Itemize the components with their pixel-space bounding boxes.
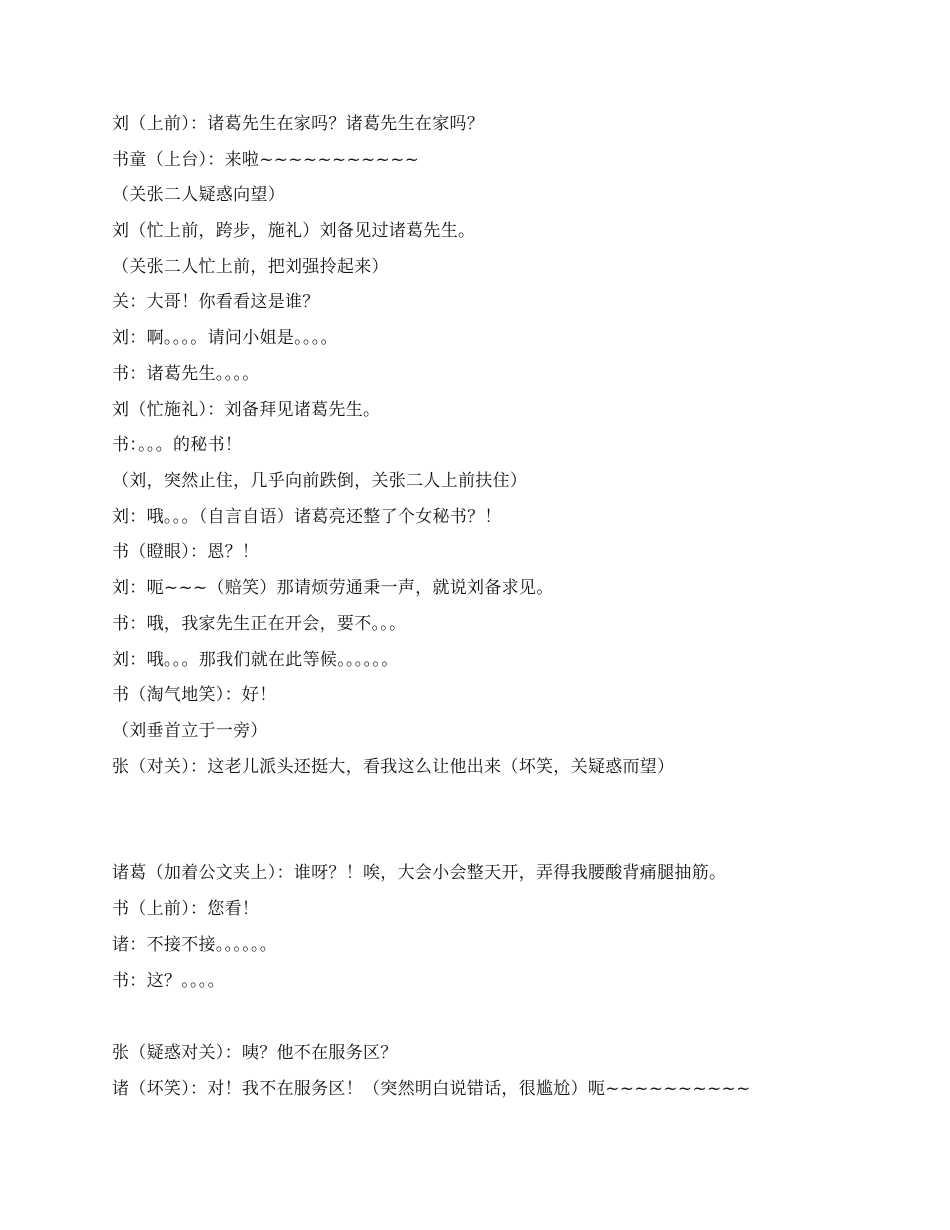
script-line: 书：这？。。。。 <box>112 971 225 991</box>
stage-direction: （关张二人忙上前，把刘强拎起来） <box>112 257 389 277</box>
script-line: 关：大哥！你看看这是谁？ <box>112 292 320 312</box>
script-line: 书（上前）：您看！ <box>112 899 260 919</box>
script-line: 刘：哦。。。那我们就在此等候。。。。。。 <box>112 650 399 670</box>
stage-direction: （刘垂首立于一旁） <box>112 721 268 741</box>
script-line: 诸：不接不接。。。。。。 <box>112 935 278 955</box>
script-line: 书：。。。的秘书！ <box>112 435 243 455</box>
script-line: 刘（上前）：诸葛先生在家吗？诸葛先生在家吗？ <box>112 114 485 134</box>
script-line: 刘：啊。。。。请问小姐是。。。。 <box>112 328 338 348</box>
script-line: 刘：哦。。。（自言自语）诸葛亮还整了个女秘书？！ <box>112 507 502 527</box>
script-line: 诸（坏笑）：对！我不在服务区！（突然明白说错话，很尴尬）呃~~~~~~~~~~ <box>112 1079 751 1099</box>
script-line: 书童（上台）：来啦~~~~~~~~~~~ <box>112 150 420 170</box>
script-line: 诸葛（加着公文夹上）：谁呀？！唉，大会小会整天开，弄得我腰酸背痛腿抽筋。 <box>112 863 727 883</box>
stage-direction: （刘，突然止住，几乎向前跌倒，关张二人上前扶住） <box>112 471 528 491</box>
script-line: 书：哦，我家先生正在开会，要不。。。 <box>112 614 407 634</box>
script-line: 书（淘气地笑）：好！ <box>112 685 277 705</box>
script-line: 刘：呃~~~（赔笑）那请烦劳通秉一声，就说刘备求见。 <box>112 578 554 598</box>
script-line: 书（瞪眼）：恩？！ <box>112 542 260 562</box>
script-line: 张（对关）：这老儿派头还挺大，看我这么让他出来（坏笑，关疑惑而望） <box>112 757 675 777</box>
script-line: 张（疑惑对关）：咦？他不在服务区？ <box>112 1043 398 1063</box>
stage-direction: （关张二人疑惑向望） <box>112 185 285 205</box>
script-line: 刘（忙上前，跨步，施礼）刘备见过诸葛先生。 <box>112 221 476 241</box>
script-line: 书：诸葛先生。。。。 <box>112 364 260 384</box>
script-line: 刘（忙施礼）：刘备拜见诸葛先生。 <box>112 400 381 420</box>
